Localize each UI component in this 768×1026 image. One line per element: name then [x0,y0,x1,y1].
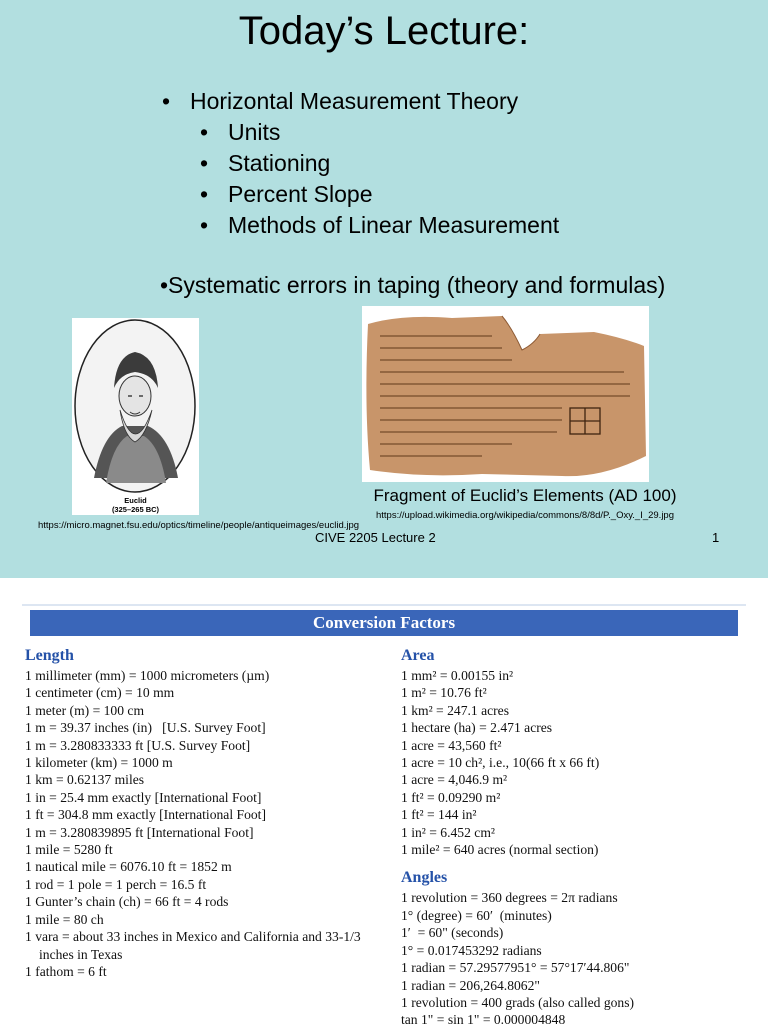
topic-subitem: • Methods of Linear Measurement [198,210,559,241]
conversion-banner: Conversion Factors [30,610,738,636]
papyrus-image-url[interactable]: https://upload.wikimedia.org/wikipedia/commons/8/8d/P._Oxy._I_29.jpg [375,510,674,521]
area-row: 1 mile² = 640 acres (normal section) [401,842,599,858]
area-row: 1 km² = 247.1 acres [401,702,510,718]
length-row: 1 meter (m) = 100 cm [25,702,145,718]
angles-title: Angles [401,869,448,887]
topic-subitem: • Percent Slope [198,179,559,210]
systematic-errors-bullet: •Systematic errors in taping (theory and formulas) [160,272,666,298]
area-row: 1 ft² = 0.09290 m² [401,789,501,805]
length-row: 1 rod = 1 pole = 1 perch = 16.5 ft [25,876,207,892]
length-row: 1 Gunter’s chain (ch) = 66 ft = 4 rods [25,894,229,910]
length-row: 1 nautical mile = 6076.10 ft = 1852 m [25,859,232,875]
area-angles-column [401,646,741,1026]
angles-row: 1 radian = 57.29577951° = 57°17′44.806" [401,960,630,976]
angles-row: 1 radian = 206,264.8062" [401,977,540,993]
length-row: 1 m = 39.37 inches (in) [U.S. Survey Foot] [25,720,266,736]
angles-row: 1 revolution = 400 grads (also called gons) [401,994,635,1010]
topic-subitem: • Stationing [198,148,559,179]
angles-row: 1° (degree) = 60′ (minutes) [401,907,552,923]
topic-subitem: • Units [198,117,559,148]
euclid-dates: (325–265 BC) [111,505,160,514]
length-row: 1 ft = 304.8 mm exactly [International Foot] [25,807,266,823]
euclid-portrait [72,318,199,515]
papyrus-image [362,306,649,482]
slide-title: Today’s Lecture: [238,9,530,53]
euclid-portrait-image [72,318,199,498]
area-row: 1 m² = 10.76 ft² [401,685,487,701]
area-row: 1 in² = 6.452 cm² [401,824,495,840]
euclid-caption [72,496,199,514]
length-row: 1 m = 3.280839895 ft [International Foot] [25,824,254,840]
topic-item: • Horizontal Measurement Theory [160,86,559,117]
length-row: 1 millimeter (mm) = 1000 micrometers (µm) [25,668,270,683]
area-row: 1 acre = 4,046.9 m² [401,772,508,788]
length-row: 1 vara = about 33 inches in Mexico and California and 33-1/3 inches in Texas [25,929,361,962]
area-row: 1 acre = 10 ch², i.e., 10(66 ft x 66 ft) [401,755,600,771]
length-row: 1 fathom = 6 ft [25,963,107,979]
conversion-factors-table [22,604,746,1026]
length-row: 1 kilometer (km) = 1000 m [25,755,173,771]
area-row: 1 mm² = 0.00155 in² [401,668,514,683]
area-row: 1 hectare (ha) = 2.471 acres [401,720,553,736]
length-column [25,646,395,980]
length-title: Length [25,647,74,664]
page-number: 1 [712,530,720,545]
angles-row: 1° = 0.017453292 radians [401,942,542,958]
area-row: 1 acre = 43,560 ft² [401,737,502,753]
angles-row: 1 revolution = 360 degrees = 2π radians [401,890,618,906]
length-row: 1 centimeter (cm) = 10 mm [25,685,175,701]
area-title: Area [401,647,435,664]
area-row: 1 ft² = 144 in² [401,807,477,823]
section-gap [401,858,741,868]
euclid-name: Euclid [124,496,147,505]
angles-row: tan 1" = sin 1" = 0.000004848 [401,1012,566,1026]
euclid-image-url[interactable]: https://micro.magnet.fsu.edu/optics/timeline/people/antiqueimages/euclid.jpg [38,520,360,531]
slide-footer: CIVE 2205 Lecture 2 [315,530,436,545]
papyrus-caption: Fragment of Euclid’s Elements (AD 100) [373,486,677,505]
length-row: 1 mile = 80 ch [25,911,104,927]
length-row: 1 m = 3.280833333 ft [U.S. Survey Foot] [25,737,251,753]
length-row: 1 in = 25.4 mm exactly [International Foot] [25,789,262,805]
papyrus-photo [362,306,649,482]
length-row: 1 km = 0.62137 miles [25,772,145,788]
angles-row: 1′ = 60" (seconds) [401,925,504,941]
topic-list [160,86,559,241]
length-row: 1 mile = 5280 ft [25,842,113,858]
